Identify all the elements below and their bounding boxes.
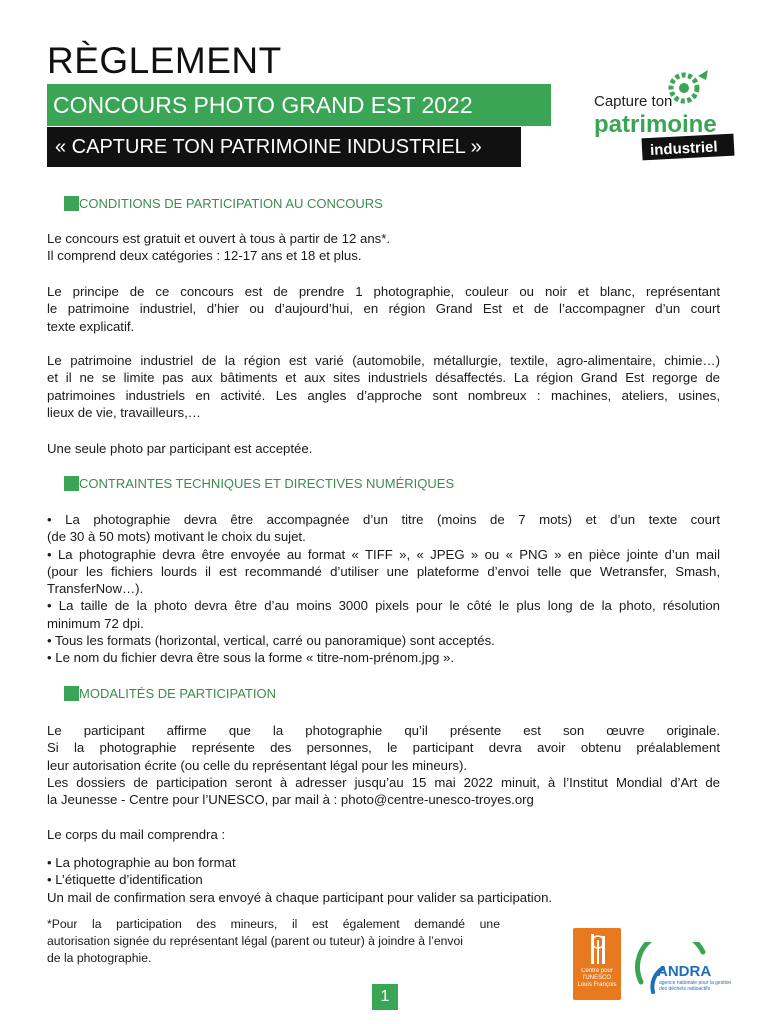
section-marker-icon [64, 686, 79, 701]
text-line: Il comprend deux catégories : 12-17 ans et 18 et plus. [47, 248, 362, 264]
list-item: TransferNow…). [47, 581, 144, 597]
text-line: autorisation signée du représentant légal (parent ou tuteur) à joindre à l’envoi [47, 934, 463, 948]
theme-banner: « CAPTURE TON PATRIMOINE INDUSTRIEL » [47, 127, 521, 167]
text-line: lieux de vie, travailleurs,… [47, 404, 201, 420]
subtitle-banner: CONCOURS PHOTO GRAND EST 2022 [47, 84, 551, 126]
text-line: Le concours est gratuit et ouvert à tous à partir de 12 ans*. [47, 231, 391, 246]
paragraph-principe [47, 283, 720, 335]
list-contraintes [47, 511, 720, 667]
list-item: • La photographie devra être accompagnée d’un titre (moins de 7 mots) et d’un texte court [47, 512, 720, 527]
section-heading-modalites [64, 686, 276, 701]
footnote-mineurs [47, 916, 500, 967]
andra-logo-name: ANDRA [657, 963, 712, 980]
section-heading-contraintes [64, 476, 454, 491]
text-line: Le corps du mail comprendra : [47, 827, 226, 842]
text-line: Un mail de confirmation sera envoyé à chaque participant pour valider sa participation. [47, 889, 553, 905]
text-line: texte explicatif. [47, 318, 135, 334]
unesco-logo [573, 928, 621, 1000]
andra-logo [633, 942, 733, 1004]
gear-icon [671, 70, 708, 101]
text-line: Le principe de ce concours est de prendre 1 photographie, couleur ou noir et blanc, représentant [47, 284, 720, 299]
text-line: patrimoines industriels en activité. Les angles d’approche sont nombreux : machines, ateliers, usines, [47, 387, 720, 403]
list-item: • L’étiquette d’identification [47, 872, 203, 888]
list-item: • La taille de la photo devra être d’au moins 3000 pixels pour le côté le plus long de la photo, résolution [47, 598, 720, 614]
section-marker-icon [64, 476, 79, 491]
text-line: leur autorisation écrite (ou celle du représentant légal pour les mineurs). [47, 757, 468, 773]
list-item: • La photographie devra être envoyée au format « TIFF », « JPEG » ou « PNG » en pièce jointe d’un mail [47, 546, 720, 562]
list-item: minimum 72 dpi. [47, 615, 144, 631]
section-marker-icon [64, 196, 79, 211]
text-line: de la photographie. [47, 951, 152, 965]
list-item: • Tous les formats (horizontal, vertical, carré ou panoramique) sont acceptés. [47, 633, 495, 649]
page-number: 1 [372, 984, 398, 1010]
document-title: RÈGLEMENT [47, 40, 282, 81]
section-heading-conditions [64, 196, 383, 211]
text-line: Une seule photo par participant est acceptée. [47, 441, 313, 456]
paragraph-modalites [47, 722, 720, 808]
section-heading-label: MODALITÉS DE PARTICIPATION [79, 686, 276, 701]
unesco-logo-text: Centre pour l'UNESCO Louis François [577, 968, 617, 988]
logo-line-1: Capture ton [594, 93, 673, 110]
list-mail-items [47, 854, 720, 906]
section-heading-label: CONDITIONS DE PARTICIPATION AU CONCOURS [79, 196, 383, 211]
logo-line-3: industriel [649, 138, 718, 159]
text-line: Le patrimoine industriel de la région est varié (automobile, métallurgie, textile, agro-alimentaire, chimie…) [47, 353, 720, 368]
list-item: (pour les fichiers lourds il est recommandé d’utiliser une plateforme d’envoi telle que Wetransfer, Smash, [47, 563, 720, 579]
paragraph-une-photo [47, 440, 720, 457]
text-line: Le participant affirme que la photographie qu’il présente est son œuvre originale. [47, 723, 720, 738]
paragraph-gratuit [47, 230, 720, 265]
paragraph-mail-intro [47, 826, 720, 843]
paragraph-patrimoine [47, 352, 720, 421]
text-line: et il ne se limite pas aux bâtiments et aux sites industriels désaffectés. La région Grand Est regorge de [47, 370, 720, 386]
text-line: la Jeunesse - Centre pour l’UNESCO, par mail à : photo@centre-unesco-troyes.org [47, 792, 534, 808]
text-line: Si la photographie représente des personnes, le participant devra avoir obtenu préalablement [47, 740, 720, 756]
section-heading-label: CONTRAINTES TECHNIQUES ET DIRECTIVES NUMÉRIQUES [79, 476, 455, 491]
text-line: Les dossiers de participation seront à adresser jusqu’au 15 mai 2022 minuit, à l’Institut Mondial d’Art de [47, 774, 720, 790]
list-item: (de 30 à 50 mots) motivant le choix du sujet. [47, 529, 306, 545]
text-line: *Pour la participation des mineurs, il est également demandé une [47, 917, 500, 931]
andra-logo-tagline: agence nationale pour la gestion des déchets radioactifs [659, 980, 732, 992]
text-line: le patrimoine industriel, d’hier ou d’aujourd’hui, en région Grand Est et de l’accompagner d’un court [47, 301, 720, 317]
list-item: • Le nom du fichier devra être sous la forme « titre-nom-prénom.jpg ». [47, 650, 455, 666]
list-item: • La photographie au bon format [47, 855, 236, 870]
capture-ton-patrimoine-logo [590, 66, 740, 170]
unesco-emblem-icon [573, 928, 621, 1000]
logo-line-2: patrimoine [594, 111, 717, 138]
